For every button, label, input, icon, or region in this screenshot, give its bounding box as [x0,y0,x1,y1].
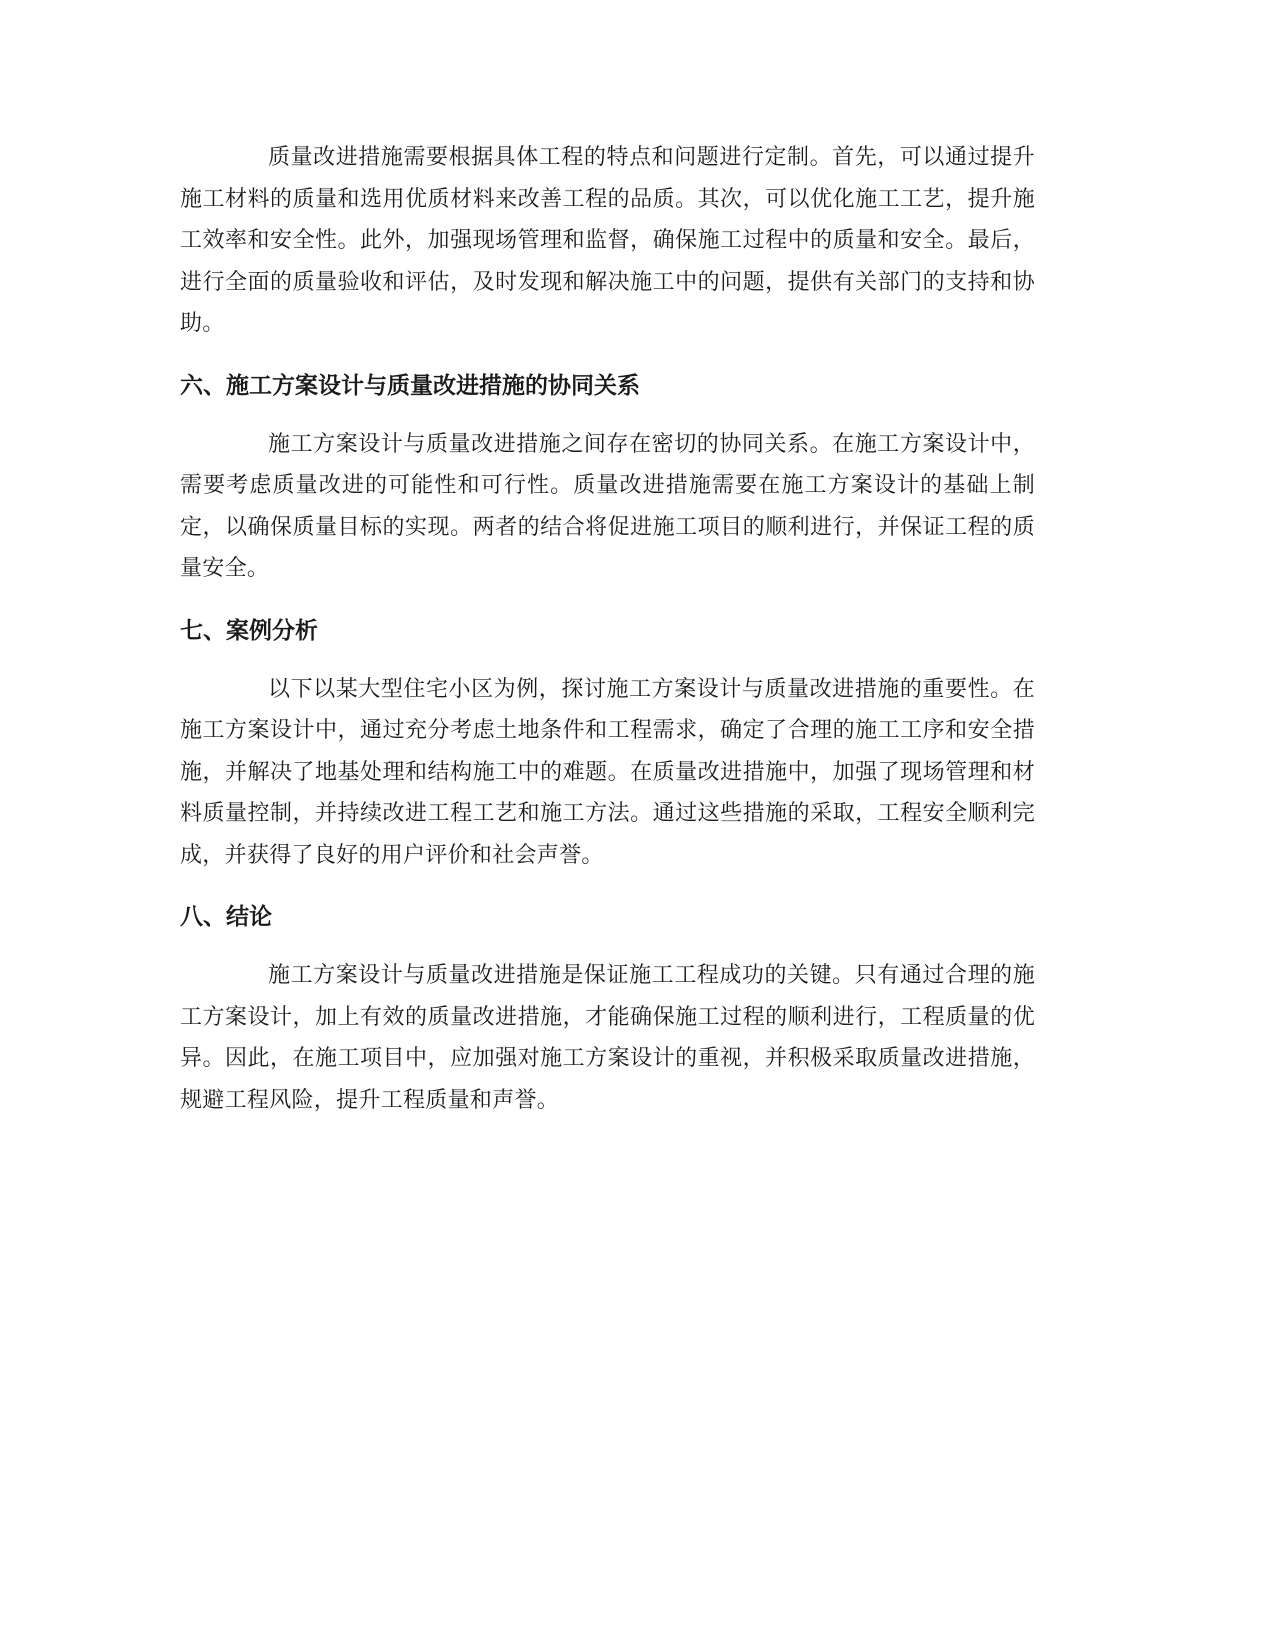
document-body [180,137,1035,1121]
paragraph-section-8: 施工方案设计与质量改进措施是保证施工工程成功的关键。只有通过合理的施工方案设计，加上有效的质量改进措施，才能确保施工过程的顺利进行，工程质量的优异。因此，在施工项目中，应加强对施工方案设计的重视，并积极采取质量改进措施，规避工程风险，提升工程质量和声誉。 [180,963,1035,1113]
heading-section-8: 八、结论 [180,904,272,930]
heading-section-7: 七、案例分析 [180,617,318,644]
paragraph-quality-measures: 质量改进措施需要根据具体工程的特点和问题进行定制。首先，可以通过提升施工材料的质量和选用优质材料来改善工程的品质。其次，可以优化施工工艺，提升施工效率和安全性。此外，加强现场管理和监督，确保施工过程中的质量和安全。最后，进行全面的质量验收和评估，及时发现和解决施工中的问题，提供有关部门的支持和协助。 [180,145,1035,336]
heading-section-6: 六、施工方案设计与质量改进措施的协同关系 [180,372,640,399]
paragraph-section-6: 施工方案设计与质量改进措施之间存在密切的协同关系。在施工方案设计中，需要考虑质量改进的可能性和可行性。质量改进措施需要在施工方案设计的基础上制定，以确保质量目标的实现。两者的结合将促进施工项目的顺利进行，并保证工程的质量安全。 [180,431,1035,581]
paragraph-section-7: 以下以某大型住宅小区为例，探讨施工方案设计与质量改进措施的重要性。在施工方案设计中，通过充分考虑土地条件和工程需求，确定了合理的施工工序和安全措施，并解决了地基处理和结构施工中的难题。在质量改进措施中，加强了现场管理和材料质量控制，并持续改进工程工艺和施工方法。通过这些措施的采取，工程安全顺利完成，并获得了良好的用户评价和社会声誉。 [180,676,1035,868]
